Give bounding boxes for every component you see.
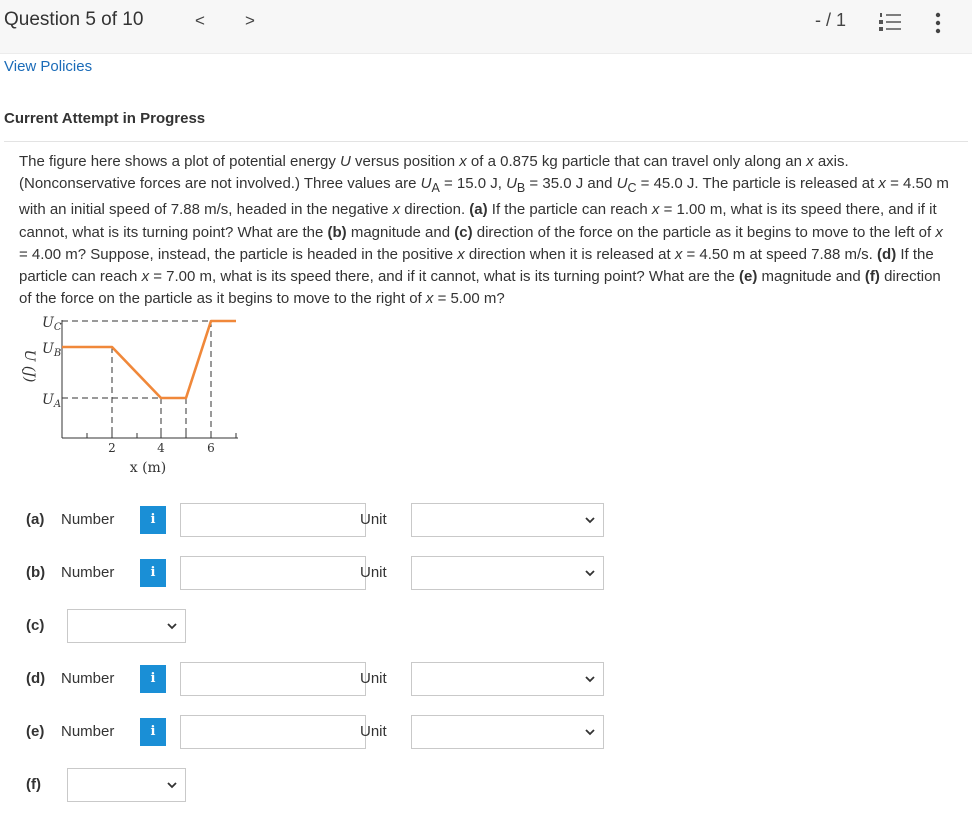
more-vertical-icon[interactable]	[933, 12, 943, 34]
previous-question-button[interactable]: <	[195, 11, 205, 30]
number-input-e[interactable]	[180, 715, 366, 749]
answer-row-b	[26, 556, 606, 590]
unit-select-e[interactable]	[411, 715, 604, 749]
part-label-f: (f)	[26, 776, 41, 793]
next-question-button[interactable]: >	[245, 11, 255, 30]
part-label-d: (d)	[26, 670, 46, 687]
unit-select-a[interactable]	[411, 503, 604, 537]
info-icon[interactable]: i	[140, 665, 166, 693]
direction-select-c[interactable]	[67, 609, 186, 643]
x-tick-label-4: 4	[157, 441, 165, 455]
unit-label-e: Unit	[360, 723, 387, 740]
answer-row-a	[26, 503, 606, 537]
chevron-down-icon	[167, 780, 177, 790]
y-axis-label: U (J)	[21, 349, 37, 383]
unit-select-d[interactable]	[411, 662, 604, 696]
answer-row-c	[26, 609, 226, 643]
part-label-a: (a)	[26, 511, 45, 528]
potential-energy-curve	[62, 321, 236, 398]
guide-lines	[62, 321, 211, 438]
ua-label: $U_A$	[42, 392, 62, 410]
x-tick-label-2: 2	[108, 441, 116, 455]
direction-select-f[interactable]	[67, 768, 186, 802]
part-label-b: (b)	[26, 564, 46, 581]
potential-energy-figure	[0, 306, 260, 486]
number-label-a: Number	[61, 511, 115, 528]
info-icon[interactable]: i	[140, 559, 166, 587]
number-input-d[interactable]	[180, 662, 366, 696]
chevron-down-icon	[585, 568, 595, 578]
ub-label: $U_B$	[42, 341, 62, 359]
divider	[4, 141, 968, 142]
answer-row-e	[26, 715, 606, 749]
number-label-b: Number	[61, 564, 115, 581]
question-header-bar	[0, 0, 972, 54]
x-axis-label: x (m)	[129, 460, 167, 476]
answer-row-d	[26, 662, 606, 696]
part-label-e: (e)	[26, 723, 45, 740]
view-policies-link[interactable]: View Policies	[4, 58, 93, 75]
question-counter: Question 5 of 10	[4, 9, 144, 30]
chevron-down-icon	[585, 727, 595, 737]
part-label-c: (c)	[26, 617, 45, 634]
question-text: The figure here shows a plot of potential energy U versus position x of a 0.875 kg particle that can travel only along an x axis. (Nonconservative forces are not involved.) Three values are $U_A = 15.0$ J, $U_B = 35.0$ J and $U_C = 45.0$ J. The particle is released at x = 4.50 m with an initial speed of 7.88 m/s, headed in the negative x direction. (a) If the particle can reach x = 1.00 m, what is its speed there, and if it cannot, what is its turning point? What are the (b) magnitude and (c) direction of the force on the particle as it begins to move to the left of x = 4.00 m? Suppose, instead, the particle is headed in the positive x direction when it is released at x = 4.50 m at speed 7.88 m/s. (d) If the particle can reach x = 7.00 m, what is its speed there, and if it cannot, what is its turning point? What are the (e) magnitude and (f) direction of the force on the particle as it begins to move to the right of x = 5.00 m?	[19, 153, 949, 308]
attempt-heading: Current Attempt in Progress	[4, 110, 206, 127]
unit-select-b[interactable]	[411, 556, 604, 590]
answer-row-f	[26, 768, 226, 802]
number-input-a[interactable]	[180, 503, 366, 537]
unit-label-d: Unit	[360, 670, 387, 687]
numbered-list-icon[interactable]	[878, 12, 902, 32]
info-icon[interactable]: i	[140, 718, 166, 746]
chevron-down-icon	[585, 515, 595, 525]
info-icon[interactable]: i	[140, 506, 166, 534]
unit-label-a: Unit	[360, 511, 387, 528]
unit-label-b: Unit	[360, 564, 387, 581]
chevron-down-icon	[167, 621, 177, 631]
uc-label: $U_C$	[42, 315, 62, 333]
number-label-e: Number	[61, 723, 115, 740]
score-display: - / 1	[815, 10, 847, 30]
x-tick-label-6: 6	[207, 441, 215, 455]
chevron-down-icon	[585, 674, 595, 684]
number-input-b[interactable]	[180, 556, 366, 590]
number-label-d: Number	[61, 670, 115, 687]
